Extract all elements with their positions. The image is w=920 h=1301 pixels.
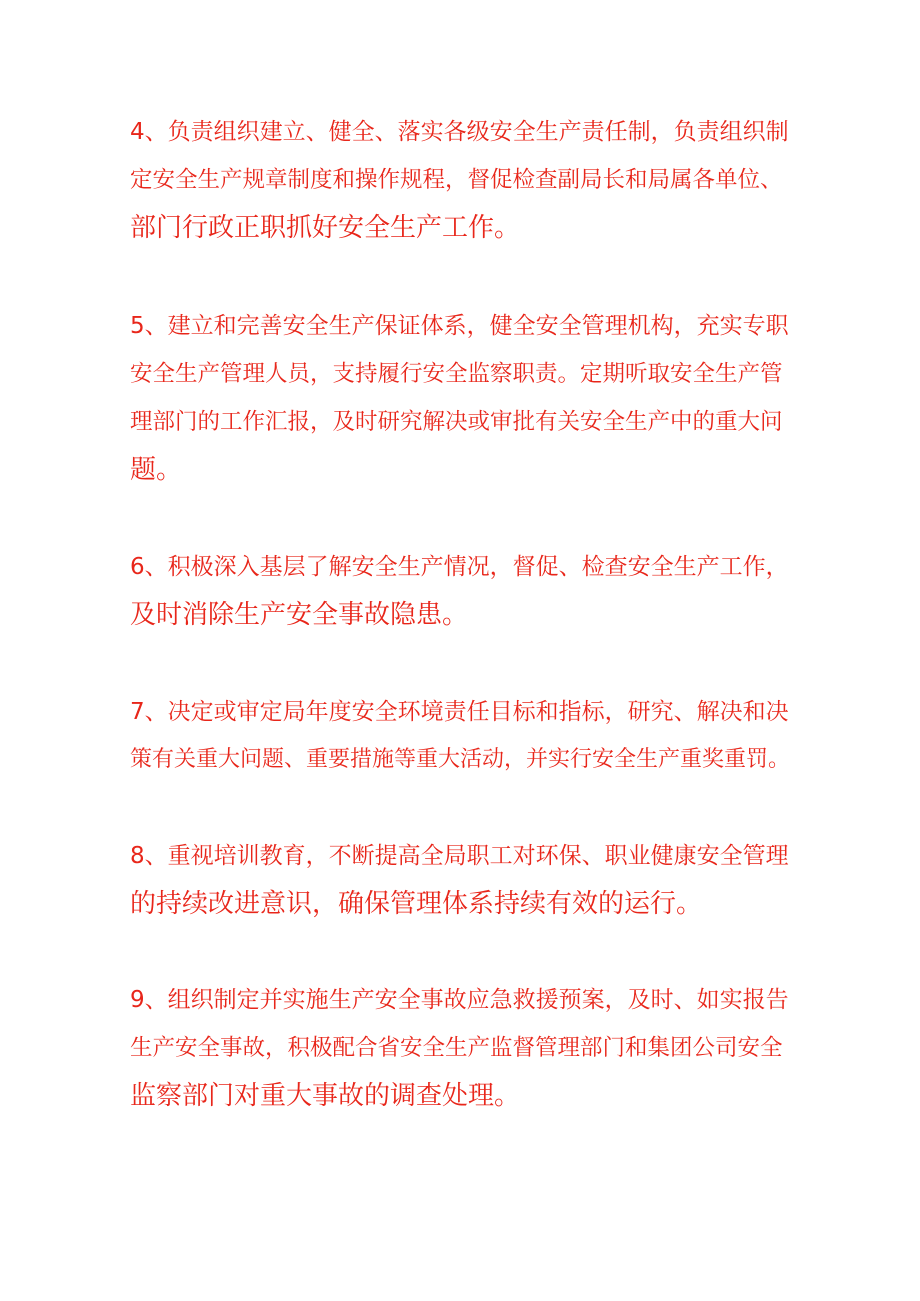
paragraph-5 — [130, 302, 794, 494]
paragraph-line: 生产安全事故，积极配合省安全生产监督管理部门和集团公司安全 — [130, 1035, 783, 1061]
paragraph-9 — [130, 976, 794, 1120]
paragraph-line: 定安全生产规章制度和操作规程，督促检查副局长和局属各单位、 — [130, 167, 783, 193]
paragraph-8 — [130, 832, 794, 928]
paragraph-line: 的持续改进意识，确保管理体系持续有效的运行。 — [130, 889, 703, 919]
paragraph-line: 策有关重大问题、重要措施等重大活动，并实行安全生产重奖重罚。 — [130, 747, 791, 772]
paragraph-line: 6、积极深入基层了解安全生产情况，督促、检查安全生产工作， — [130, 554, 789, 580]
paragraph-line: 题。 — [130, 455, 183, 485]
paragraph-line: 部门行政正职抓好安全生产工作。 — [130, 213, 521, 243]
paragraph-4 — [130, 108, 794, 252]
paragraph-line: 监察部门对重大事故的调查处理。 — [130, 1081, 521, 1111]
paragraph-line: 7、决定或审定局年度安全环境责任目标和指标，研究、解决和决 — [130, 699, 789, 725]
paragraph-7 — [130, 688, 794, 784]
paragraph-line: 8、重视培训教育，不断提高全局职工对环保、职业健康安全管理 — [130, 843, 789, 869]
paragraph-line: 5、建立和完善安全生产保证体系，健全安全管理机构，充实专职 — [130, 313, 789, 339]
paragraph-line: 9、组织制定并实施生产安全事故应急救援预案，及时、如实报告 — [130, 987, 789, 1013]
paragraph-line: 理部门的工作汇报，及时研究解决或审批有关安全生产中的重大问 — [130, 409, 783, 435]
paragraph-line: 及时消除生产安全事故隐患。 — [130, 600, 469, 630]
paragraph-line: 4、负责组织建立、健全、落实各级安全生产责任制，负责组织制 — [130, 119, 789, 145]
paragraph-6 — [130, 543, 794, 639]
paragraph-line: 安全生产管理人员，支持履行安全监察职责。定期听取安全生产管 — [130, 361, 783, 387]
